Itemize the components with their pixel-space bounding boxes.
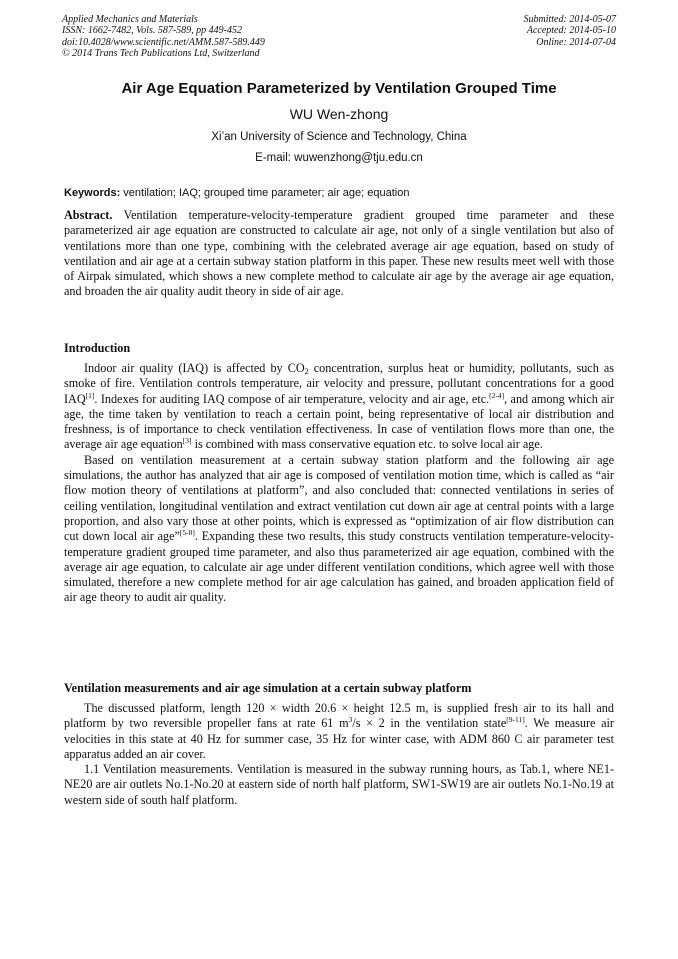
- author-affiliation: Xi’an University of Science and Technology, China: [211, 131, 467, 143]
- citation-ref: [3]: [182, 436, 192, 446]
- journal-doi: doi:10.4028/www.scientific.net/AMM.587-589.449: [62, 36, 265, 48]
- accepted-date: Accepted: 2014-05-10: [526, 25, 616, 37]
- citation-ref: [5-8]: [179, 528, 195, 538]
- keywords-text: ventilation; IAQ; grouped time parameter; air age; equation: [120, 187, 410, 199]
- journal-info: [62, 14, 265, 60]
- journal-name: Applied Mechanics and Materials: [62, 14, 198, 25]
- keywords-label: Keywords:: [64, 187, 121, 199]
- abstract-text: Ventilation temperature-velocity-temperature gradient grouped time parameter and these parameterized air age equation are constructed to calculate air age, not only of a single ventilation but also of ventilations more than one type, combining with the celebrated average air age equation, based on study of ventilation and air age at a certain subway station platform in this paper. These new results meet well with those of Airpak simulated, which shows a new complete method to calculate air age by the average air age equation, and broaden the air quality audit theory in side of air age.: [64, 208, 614, 299]
- online-date: Online: 2014-07-04: [536, 36, 616, 48]
- journal-issn: ISSN: 1662-7482, Vols. 587-589, pp 449-452: [62, 25, 242, 37]
- ventilation-body: [64, 701, 614, 808]
- citation-ref: [2-4]: [489, 390, 505, 400]
- vent-paragraph-1: The discussed platform, length 120 × width 20.6 × height 12.5 m, is supplied fresh air to its hall and platform by two reversible propeller fans at rate 61 $m^3/s \times 2$ in the ventilation state[9-11]. We measure air velocities in this state at 40 Hz for summer case, 35 Hz for winter case, with ADM 860 C air parameter test apparatus added an air cover.: [64, 701, 614, 761]
- citation-ref: [9-11]: [506, 715, 525, 725]
- submitted-date: Submitted: 2014-05-07: [523, 14, 616, 25]
- author-name: WU Wen-zhong: [289, 106, 389, 122]
- abstract: [64, 208, 614, 300]
- vent-paragraph-2: 1.1 Ventilation measurements. Ventilation is measured in the subway running hours, as Tab.1, where NE1-NE20 are air outlets No.1-No.20 at eastern side of north half platform, SW1-SW19 are air outlets No.1-No.19 at western side of south half platform.: [64, 762, 614, 807]
- superscript-3: 3: [348, 715, 353, 725]
- section-heading-introduction: Introduction: [64, 341, 131, 355]
- keywords: [64, 187, 614, 199]
- citation-ref: [1]: [85, 390, 95, 400]
- section-heading-ventilation: Ventilation measurements and air age simulation at a certain subway platform: [64, 681, 472, 695]
- abstract-label: Abstract.: [64, 208, 113, 222]
- introduction-body: [64, 361, 614, 606]
- journal-copyright: © 2014 Trans Tech Publications Ltd, Switzerland: [62, 48, 260, 60]
- author-email: E-mail: wuwenzhong@tju.edu.cn: [255, 152, 423, 164]
- subscript-2: 2: [304, 367, 309, 376]
- intro-paragraph-1: Indoor air quality (IAQ) is affected by $CO_2$ concentration, surplus heat or humidity, pollutants, such as smoke of fire. Ventilation controls temperature, air velocity and pressure, pollutant concentrations for a good IAQ[1]. Indexes for auditing IAQ compose of air temperature, velocity and air age, etc.[2-4], and among which air age, the time taken by ventilation to reach a certain point, being representative of local air distribution and freshness, is of importance to check ventilation effectiveness. In case of ventilation flows more than one, the average air age equation[3] is combined with mass conservative equation etc. to solve local air age.: [64, 361, 615, 452]
- paper-title: Air Age Equation Parameterized by Ventilation Grouped Time: [121, 80, 557, 97]
- submission-dates: [524, 14, 617, 48]
- intro-paragraph-2: Based on ventilation measurement at a certain subway station platform and the following air age simulations, the author has analyzed that air age is composed of ventilation motion time, which is called as “air flow motion theory of ventilations at platform”, and also concluded that: connected ventilations in series of ceiling ventilation, longitudinal ventilation and extract ventilation cut down air age at central points with a large proportion, and also vary those at other points, which is expressed as “optimization of air flow distribution can cut down local air age”[5-8]. Expanding these two results, this study constructs ventilation temperature-velocity-temperature gradient grouped time parameter, and also thus parameterized air age equation, combined with the average air age equation, to calculate air age under different ventilation conditions, which agree well with those simulated, therefore a new complete method for air age calculation has gained, and broaden application field of air age theory to audit air quality.: [64, 452, 614, 605]
